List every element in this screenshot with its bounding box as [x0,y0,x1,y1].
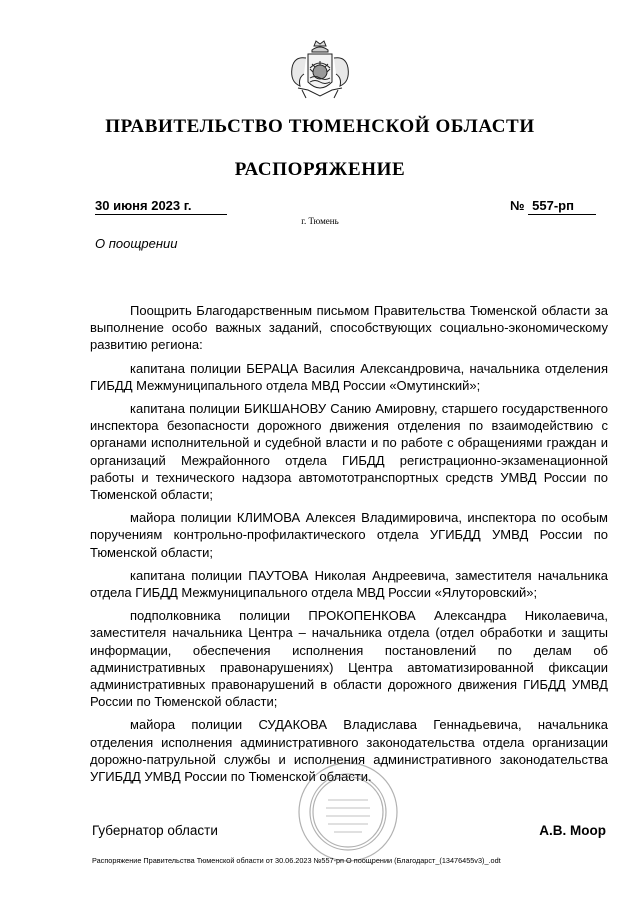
document-body [90,302,608,791]
signer-name: А.В. Моор [539,823,606,838]
document-footer: Распоряжение Правительства Тюменской области от 30.06.2023 №557-рп О поощрении (Благодарст_(13476455v3)_.odt [92,856,501,865]
document-number-block [510,198,596,215]
document-type-title: РАСПОРЯЖЕНИЕ [234,159,406,180]
document-subject: О поощрении [95,236,178,251]
signer-title: Губернатор области [92,823,218,838]
coat-of-arms-icon [280,38,360,108]
paragraph: майора полиции КЛИМОВА Алексея Владимировича, инспектора по особым поручениям контрольно-профилактического отдела УГИБДД УМВД России по Тюменской области; [90,510,608,560]
document-number: 557-рп [528,198,596,215]
government-title: ПРАВИТЕЛЬСТВО ТЮМЕНСКОЙ ОБЛАСТИ [105,116,535,137]
paragraph: капитана полиции ПАУТОВА Николая Андреевича, заместителя начальника отдела ГИБДД Межмуниципального отдела МВД России «Ялуторовский»; [90,567,608,601]
paragraph: капитана полиции БЕРАЦА Василия Александровича, начальника отделения ГИБДД Межмуниципального отдела МВД России «Омутинский»; [90,360,608,393]
paragraph: капитана полиции БИКШАНОВУ Санию Амировну, старшего государственного инспектора безопасности дорожного движения отделения по взаимодействию с органами исполнительной и судебной власти и по работе с обращениями граждан и организаций Межрайонного отдела ГИБДД регистрационно-экзаменационной работы и технического надзора автомототранспортных средств УМВД России по Тюменской области; [90,401,608,503]
paragraph: майора полиции СУДАКОВА Владислава Геннадьевича, начальника отделения исполнения административного законодательства отдела организации дорожно-патрульной службы и исполнения административного законодательства УГИБДД УМВД России по Тюменской области. [90,717,608,785]
number-sign: № [510,198,525,213]
paragraph: подполковника полиции ПРОКОПЕНКОВА Александра Николаевича, заместителя начальника Центра – начальника отдела (отдел обработки и защиты информации, обеспечения исполнения постановлений по делам об административных правонарушениях) Центра автоматизированной фиксации административных правонарушений в области дорожного движения ГИБДД УМВД России по Тюменской области; [90,608,608,710]
paragraph: Поощрить Благодарственным письмом Правительства Тюменской области за выполнение особо важных заданий, способствующих социально-экономическому развитию региона: [90,303,608,353]
official-stamp-icon [296,760,400,864]
document-date: 30 июня 2023 г. [95,198,227,215]
document-city: г. Тюмень [301,216,339,226]
